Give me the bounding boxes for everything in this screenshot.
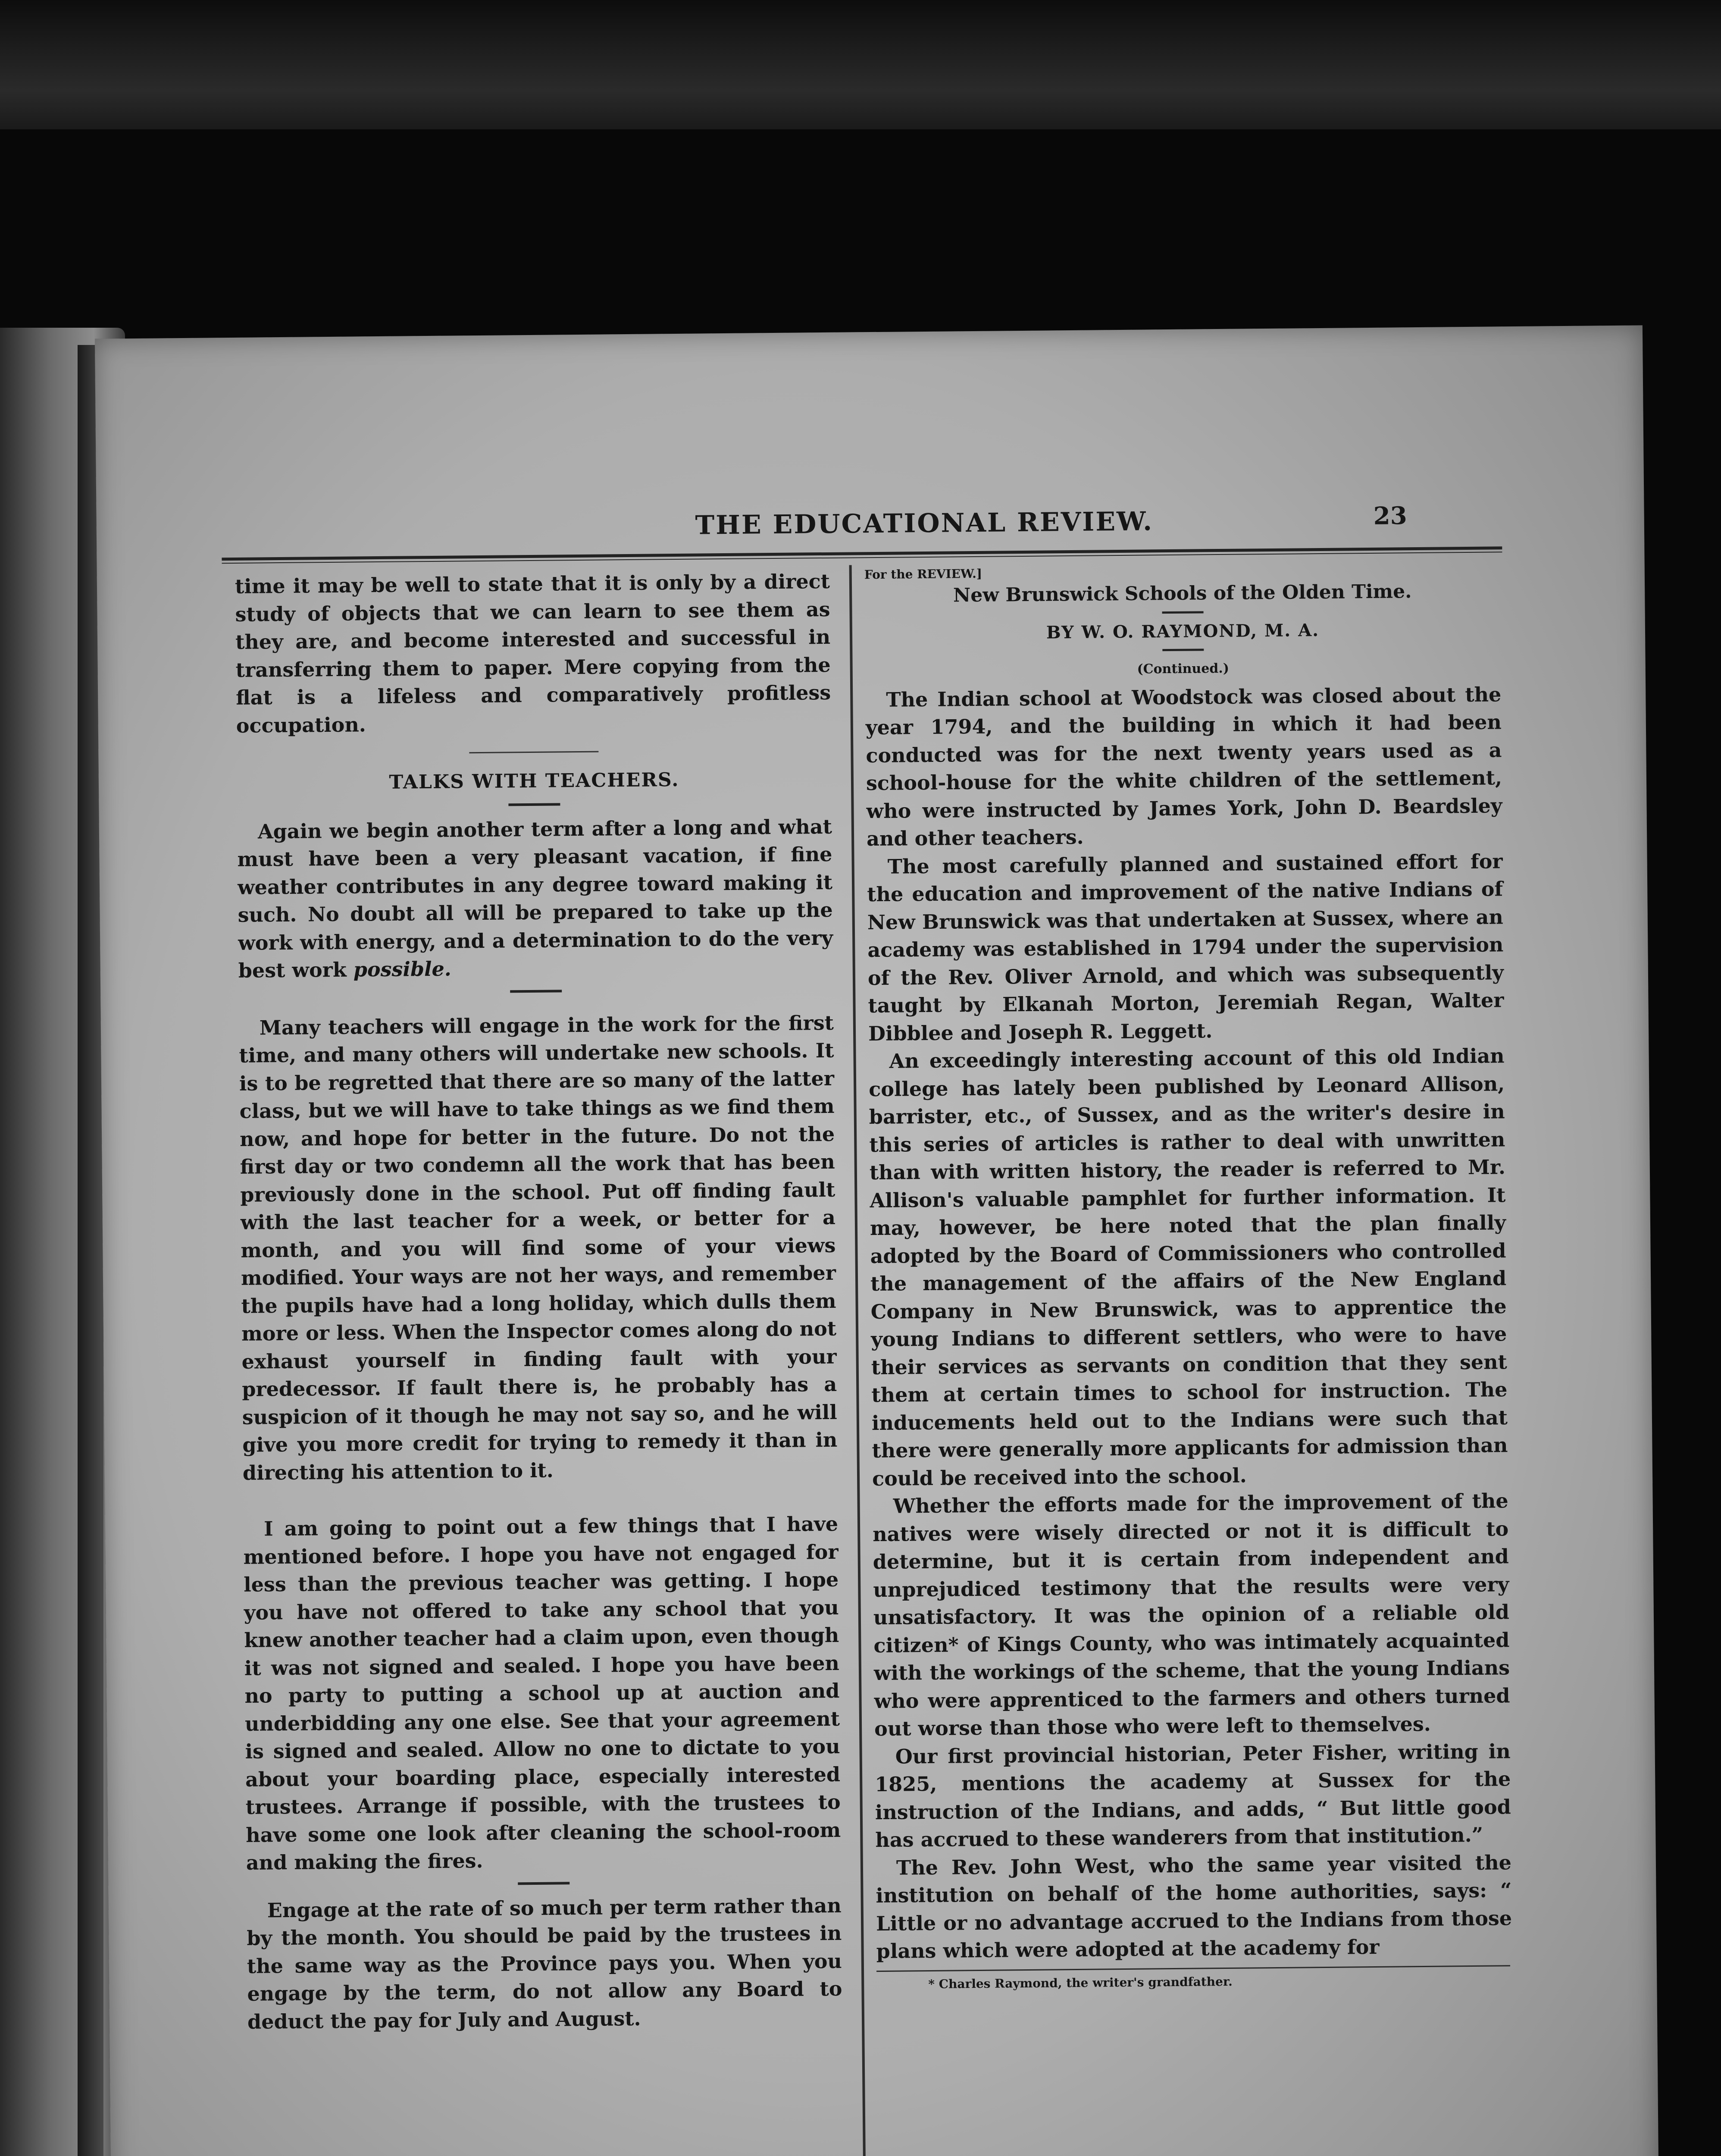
paragraph: An exceedingly interesting account of this old Indian college has lately been published by Leonard Allison, barrister, etc., of Sussex, and as the writer's desire in this series of articles is rather to deal with unwritten than with written history, the reader is referred to Mr. Allison's valuable pamphlet for further information. It may, however, be here noted that the plan finally adopted by the Board of Commissioners who controlled the management of the affairs of the New England Company in New Brunswick, was to apprentice the young Indians to different settlers, who were to have their services as servants on condition that they sent them at certain times to school for instruction. The inducements held out to the Indians were such that there were generally more applicants for admission than could be received into the school.	[868, 1044, 1508, 1490]
column-divider	[849, 565, 866, 2156]
section-heading: TALKS WITH TEACHERS.	[389, 768, 679, 793]
heading-dash	[508, 803, 560, 806]
paragraph-dash	[518, 1882, 569, 1885]
paragraph: Our first provincial historian, Peter Fisher, writing in 1825, mentions the academy at Sussex for the instruction of the Indians, and adds, “ But little good has accrued to these wanderers from that institution.”	[875, 1739, 1511, 1852]
page-number: 23	[1373, 501, 1407, 530]
credit-line: For the REVIEW.]	[864, 566, 983, 582]
header-rule	[222, 546, 1502, 564]
footnote-rule	[876, 1965, 1510, 1972]
paragraph: The Indian school at Woodstock was closed about the year 1794, and the building in which it had been conducted was for the next twenty years used as a school-house for the white children of the settlement, who were instructed by James York, John D. Beardsley and other teachers.	[865, 682, 1502, 851]
emphasized-word: possible.	[353, 957, 452, 981]
paragraph-text: Again we begin another term after a long and what must have been a very pleasant vacation, if fine weather contributes in any degree toward making it such. No doubt all will be prepared to take up the work with energy, and a determination to do the very best work	[237, 815, 833, 982]
left-column	[235, 567, 843, 2036]
paragraph: Engage at the rate of so much per term rather than by the month. You should be paid by the trustees in the same way as the Province pays you. When you engage by the term, do not allow any Board to deduct the pay for July and August.	[247, 1893, 842, 2034]
scanner-background	[0, 0, 1721, 129]
paragraph: I am going to point out a few things that I have mentioned before. I hope you have not engaged for less than the previous teacher was getting. I hope you have not offered to take any school that you knew another teacher had a claim upon, even though it was not signed and sealed. I hope you have been no party to putting a school up at auction and underbidding any one else. See that your agreement is signed and sealed. Allow no one to dictate to you about your boarding place, especially interested trustees. Arrange if possible, with the trustees to have some one look after cleaning the school-room and making the fires.	[243, 1512, 841, 1874]
article-title: New Brunswick Schools of the Olden Time.	[953, 580, 1412, 607]
running-title: THE EDUCATIONAL REVIEW.	[695, 506, 1154, 541]
byline: BY W. O. RAYMOND, M. A.	[1046, 620, 1320, 643]
paragraph	[237, 812, 833, 984]
footnote: * Charles Raymond, the writer's grandfather.	[928, 1974, 1233, 1991]
journal-page	[95, 325, 1660, 2156]
intro-paragraph: time it may be well to state that it is only by a direct study of objects that we can learn to see them as they are, and become interested and successful in transferring them to paper. Mere copying from the flat is a lifeless and comparatively profitless occupation.	[235, 569, 831, 737]
section-divider	[469, 751, 598, 754]
title-dash	[1162, 611, 1203, 614]
continued-note: (Continued.)	[1137, 661, 1230, 677]
byline-dash	[1162, 649, 1204, 651]
right-column	[864, 561, 1513, 1992]
paragraph: The most carefully planned and sustained effort for the education and improvement of the native Indians of New Brunswick was that undertaken at Sussex, where an academy was established in 1794 under the supervision of the Rev. Oliver Arnold, and which was subsequently taught by Elkanah Morton, Jeremiah Regan, Walter Dibblee and Joseph R. Leggett.	[867, 849, 1504, 1045]
paragraph-dash	[510, 990, 562, 993]
paragraph: The Rev. John West, who the same year visited the institution on behalf of the home authorities, says: “ Little or no advantage accrued to the Indians from those plans which were adopted at the academy for	[876, 1850, 1512, 1963]
paragraph: Many teachers will engage in the work for the first time, and many others will undertake new schools. It is to be regretted that there are so many of the latter class, but we will have to take things as we find them now, and hope for better in the future. Do not the first day or two condemn all the work that has been previously done in the school. Put off finding fault with the last teacher for a week, or better for a month, and you will find some of your views modified. Your ways are not her ways, and remember the pupils have had a long holiday, which dulls them more or less. When the Inspector comes along do not exhaust yourself in finding fault with your predecessor. If fault there is, he probably has a suspicion of it though he may not say so, and he will give you more credit for trying to remedy it than in directing his attention to it.	[239, 1011, 838, 1485]
paragraph: Whether the efforts made for the improvement of the natives were wisely directed or not it is difficult to determine, but it is certain from independent and unprejudiced testimony that the results were very unsatisfactory. It was the opinion of a reliable old citizen* of Kings County, who was intimately acquainted with the workings of the scheme, that the young Indians who were apprenticed to the farmers and others turned out worse than those who were left to themselves.	[872, 1489, 1510, 1741]
